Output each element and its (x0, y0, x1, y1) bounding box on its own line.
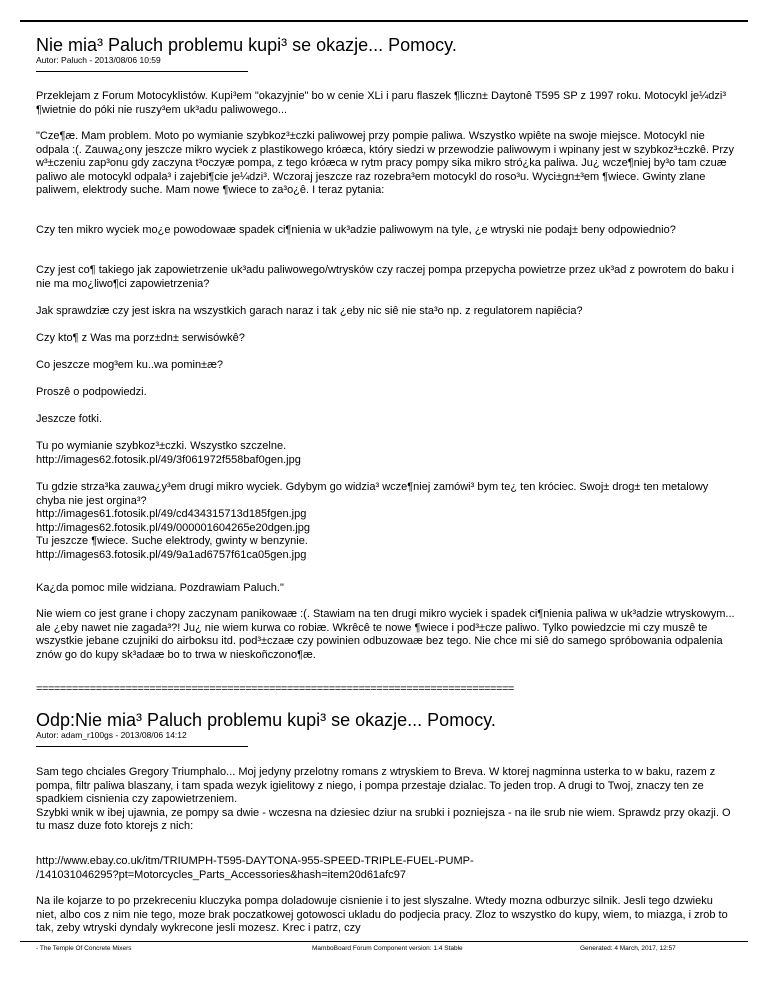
post-paragraph: Co jeszcze mog³em ku..wa pomin±æ? (36, 359, 223, 371)
footer-component-version: MamboBoard Forum Component version: 1.4 Stable (312, 945, 463, 952)
post-paragraph: Czy jest co¶ takiego jak zapowietrzenie uk³adu paliwowego/wtrysków czy raczej pompa przepycha powietrze przez uk³ad z powrotem do baku i nie ma mo¿liwo¶ci zapowietrzenia? (36, 264, 735, 290)
post-paragraph: Tu gdzie strza³ka zauwa¿y³em drugi mikro wyciek. Gdybym go widzia³ wcze¶niej zamówi³ bym te¿ ten króciec. Swoj± drog± ten metalowy chyba nie jest orgina³? http://images61.fotosik.pl/49/cd434315713d185fgen.jpg http://images62.fotosik.pl/49/000001604265e20dgen.jpg Tu jeszcze ¶wiece. Suche elektrody, gwinty w benzynie. http://images63.fotosik.pl/49/9a1ad6757f61ca05gen.jpg (36, 481, 709, 561)
post-title: Odp:Nie mia³ Paluch problemu kupi³ se okazje... Pomocy. (36, 710, 496, 730)
post-paragraph: Nie wiem co jest grane i chopy zaczynam panikowaæ :(. Stawiam na ten drugi mikro wyciek i spadek ci¶nienia paliwa w uk³adzie wtryskowym... ale ¿eby nawet nie zagada³?! Ju¿ nie wiem kurwa co robiæ. Wkrêcê te nowe ¶wiece i pod³±cze paliwo. Tylko powiedzcie mi czy muszê te wszystkie jebane czujniki do airboksu itd. pod³±czaæ czy powinien odbuzowaæ bez tego. Nie chce mi siê do samego spróbowania odpalenia znów go do kupy sk³adaæ bo to trwa w nieskoñczono¶æ. (36, 608, 735, 661)
post-link[interactable]: http://www.ebay.co.uk/itm/TRIUMPH-T595-DAYTONA-955-SPEED-TRIPLE-FUEL-PUMP- /141031046295?pt=Motorcycles_Parts_Accessories&hash=item20d61afc97 (36, 855, 474, 881)
post-paragraph: "Cze¶æ. Mam problem. Moto po wymianie szybkoz³±czki paliwowej przy pompie paliwa. Wszystko wpiête na swoje miejsce. Motocykl nie odpala :(. Zauwa¿ony jeszcze mikro wyciek z plastikowego króæca, który siedzi w przewodzie paliwowym i wpinany jest w szybkoz³±czkê. Przy w³±czeniu zap³onu gdy zaczyna t³oczyæ pompa, z tego króæca w rytm pracy pompy sika mikro stró¿ka paliwa. Ju¿ wcze¶niej by³o tam czuæ paliwo ale motocykl odpala³ i zajebi¶cie je¼dzi³. Wczoraj jeszcze raz rozebra³em motocykl do roso³u. Wyci±gn±³em ¶wiece. Gwinty zlane paliwem, elektrody suche. Mam nowe ¶wiece to za³o¿ê. I teraz pytania: (36, 130, 735, 197)
post-paragraph: Czy kto¶ z Was ma porz±dn± serwisówkê? (36, 332, 245, 344)
post-paragraph: Jak sprawdziæ czy jest iskra na wszystkich garach naraz i tak ¿eby nic siê nie sta³o np. z regulatorem napiêcia? (36, 305, 583, 317)
post-title: Nie mia³ Paluch problemu kupi³ se okazje... Pomocy. (36, 35, 457, 55)
meta-divider (36, 746, 248, 747)
meta-divider (36, 71, 248, 72)
footer-divider (20, 941, 748, 942)
footer-site-name: - The Temple Of Concrete Mixers (36, 945, 132, 952)
post-paragraph: Przeklejam z Forum Motocyklistów. Kupi³em "okazyjnie" bo w cenie XLi i paru flaszek ¶liczn± Daytonê T595 SP z 1997 roku. Motocykl je¼dzi³ ¶wietnie do póki nie ruszy³em uk³adu paliwowego... (36, 90, 727, 116)
post-paragraph: Sam tego chciales Gregory Triumphalo... Moj jedyny przelotny romans z wtryskiem to Breva. W ktorej nagminna usterka to w baku, razem z pompa, filtr paliwa blaszany, i tam spada wezyk igielitowy z niego, i pompa przestaje dzialac. To jeden trop. A drugi to Twoj, znaczy ten ze spadkiem cisnienia czy zapowietrzeniem. Szybki wnik w ibej ujawnia, ze pompy sa dwie - wczesna na dziesiec dziur na srubki i pozniejsza - na ile srub nie wiem. Sprawdz przy okazji. O tu masz duze foto ktorejs z nich: (36, 766, 731, 833)
post-header-2 (36, 710, 736, 747)
post-paragraph: Czy ten mikro wyciek mo¿e powodowaæ spadek ci¶nienia w uk³adzie paliwowym na tyle, ¿e wtryski nie podaj± beny odpowiednio? (36, 224, 676, 236)
post-meta: Autor: Paluch - 2013/08/06 10:59 (36, 55, 161, 65)
top-divider (20, 20, 748, 22)
post-paragraph: Ka¿da pomoc mile widziana. Pozdrawiam Paluch." (36, 582, 284, 594)
footer-generated-date: Generated: 4 March, 2017, 12:57 (580, 945, 676, 952)
post-separator: ================================================================================ (36, 683, 514, 695)
post-paragraph: Tu po wymianie szybkoz³±czki. Wszystko szczelne. http://images62.fotosik.pl/49/3f061972f558baf0gen.jpg (36, 440, 301, 466)
post-paragraph: Na ile kojarze to po przekreceniu kluczyka pompa doladowuje cisnienie i to jest slyszalne. Wtedy mozna odburzyc silnik. Jesli tego dzwieku niet, albo cos z nim nie tego, moze brak poczatkowej gotowosci ukladu do podjecia pracy. Zloz to wszystko do kupy, wiem, to miazga, i zrob to tak, zeby wtryski dyndaly wykrecone jesli mozesz. Krec i patrz, czy (36, 895, 728, 935)
post-paragraph: Jeszcze fotki. (36, 413, 103, 425)
post-meta: Autor: adam_r100gs - 2013/08/06 14:12 (36, 730, 187, 740)
post-header-1 (36, 35, 736, 72)
post-paragraph: Proszê o podpowiedzi. (36, 386, 147, 398)
